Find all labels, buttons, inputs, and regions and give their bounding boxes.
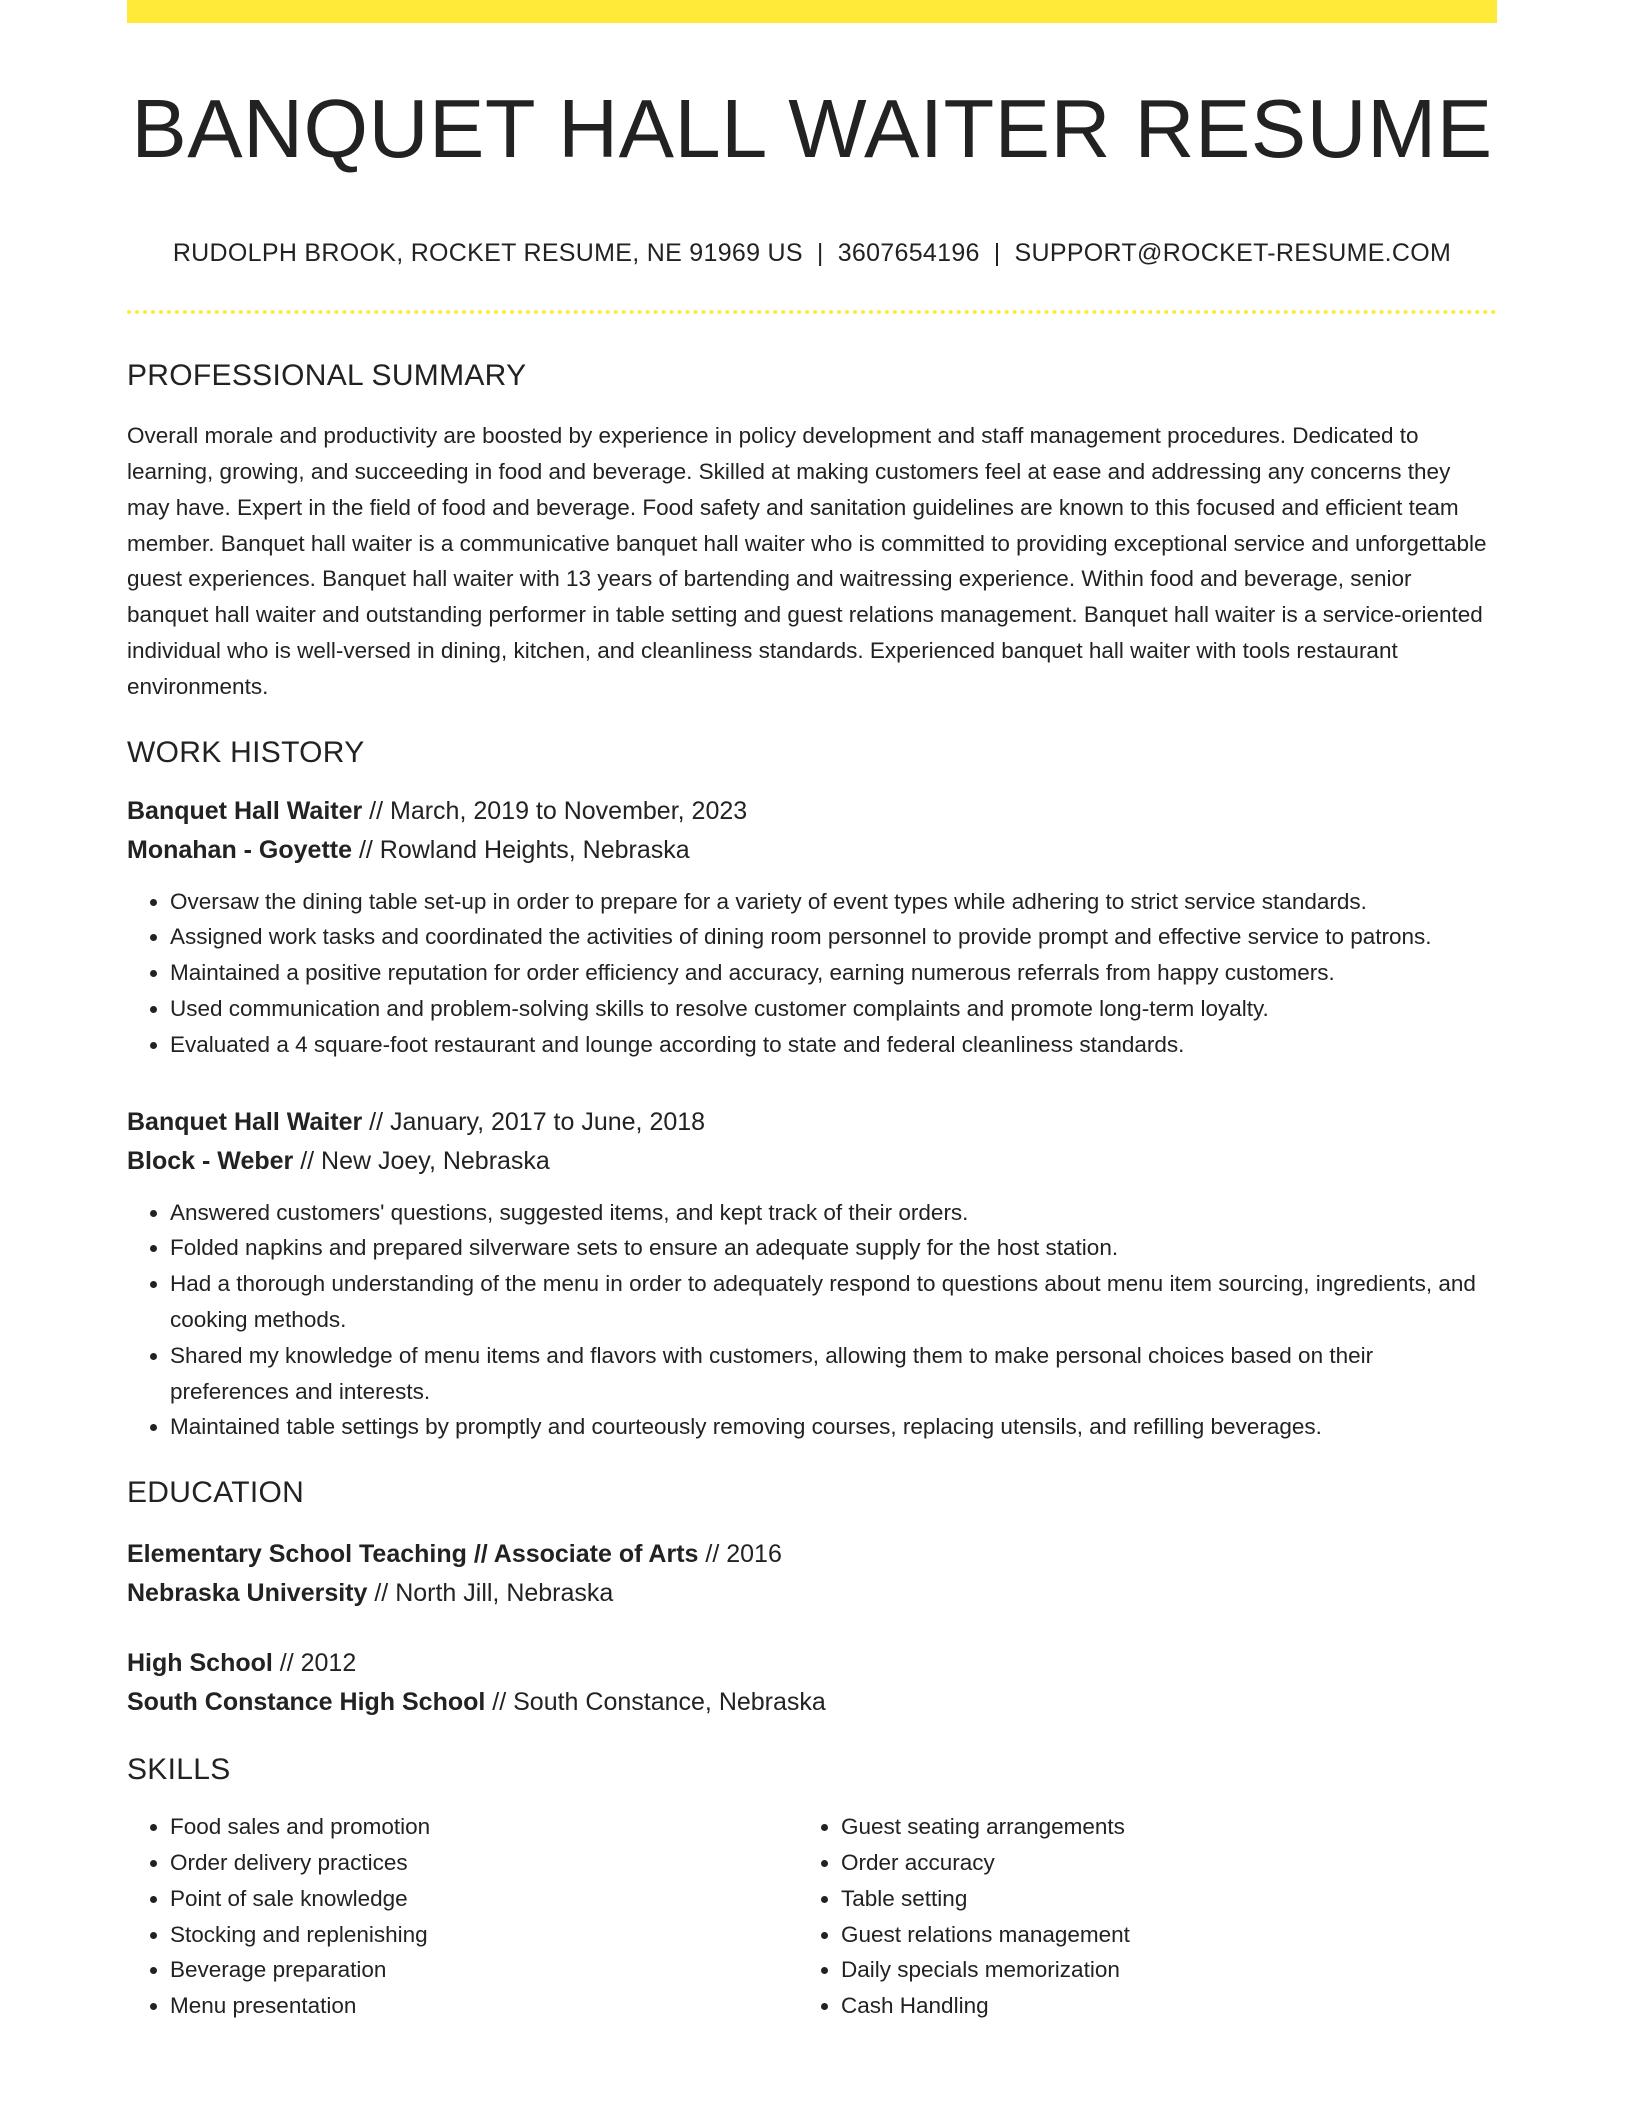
education-location: // South Constance, Nebraska xyxy=(485,1688,826,1717)
contact-address: RUDOLPH BROOK, ROCKET RESUME, NE 91969 US xyxy=(172,239,803,268)
contact-phone: 3607654196 xyxy=(837,239,980,268)
skills-heading: SKILLS xyxy=(127,1753,231,1787)
job-location: // New Joey, Nebraska xyxy=(293,1146,550,1175)
job-bullets xyxy=(127,884,1497,1063)
contact-email: SUPPORT@ROCKET-RESUME.COM xyxy=(1014,239,1452,268)
dotted-divider xyxy=(127,310,1497,314)
skill-item: • Stocking and replenishing xyxy=(170,1917,798,1953)
job-company-line xyxy=(127,831,1497,870)
skill-item: • Cash Handling xyxy=(841,1988,1481,2024)
job-title: Banquet Hall Waiter xyxy=(127,796,363,825)
skills-columns xyxy=(127,1809,1497,2024)
skill-item: • Daily specials memorization xyxy=(841,1952,1481,1988)
job-dates: // January, 2017 to June, 2018 xyxy=(362,1107,706,1136)
work-history-heading: WORK HISTORY xyxy=(127,735,365,769)
skill-item: • Order accuracy xyxy=(841,1845,1481,1881)
education-year: // 2016 xyxy=(698,1540,782,1569)
education-school: South Constance High School xyxy=(127,1688,486,1717)
job-company: Block - Weber xyxy=(127,1146,294,1175)
job-title-line xyxy=(127,1103,1497,1142)
skill-item: • Beverage preparation xyxy=(170,1952,798,1988)
skills-list-left xyxy=(127,1809,798,2024)
contact-line xyxy=(127,238,1497,268)
education-entry xyxy=(127,1535,1497,1613)
list-item: • Evaluated a 4 square-foot restaurant and lounge according to state and federal cleanliness standards. xyxy=(170,1027,1497,1063)
job-entry xyxy=(127,792,1497,1063)
job-bullets xyxy=(127,1195,1497,1446)
list-item: • Assigned work tasks and coordinated the activities of dining room personnel to provide prompt and effective service to patrons. xyxy=(170,919,1497,955)
skill-item: • Food sales and promotion xyxy=(170,1809,798,1845)
job-title-line xyxy=(127,792,1497,831)
list-item: • Used communication and problem-solving skills to resolve customer complaints and promote long-term loyalty. xyxy=(170,991,1497,1027)
contact-separator: | xyxy=(816,239,824,268)
education-location: // North Jill, Nebraska xyxy=(367,1579,614,1608)
summary-text: Overall morale and productivity are boosted by experience in policy development and staff management procedures. Dedicated to learning, growing, and succeeding in food and beverage. Skilled at making customers feel at ease and addressing any concerns they may have. Expert in the field of food and beverage. Food safety and sanitation guidelines are known to this focused and efficient team member. Banquet hall waiter is a communicative banquet hall waiter who is committed to providing exceptional service and unforgettable guest experiences. Banquet hall waiter with 13 years of bartending and waitressing experience. Within food and beverage, senior banquet hall waiter and outstanding performer in table setting and guest relations management. Banquet hall waiter is a service-oriented individual who is well-versed in dining, kitchen, and cleanliness standards. Experienced banquet hall waiter with tools restaurant environments. xyxy=(127,423,1487,699)
skill-item: • Guest seating arrangements xyxy=(841,1809,1481,1845)
list-item: • Folded napkins and prepared silverware sets to ensure an adequate supply for the host station. xyxy=(170,1230,1497,1266)
job-title: Banquet Hall Waiter xyxy=(127,1107,363,1136)
education-year: // 2012 xyxy=(272,1649,357,1678)
list-item: • Answered customers' questions, suggested items, and kept track of their orders. xyxy=(170,1195,1497,1231)
resume-title: BANQUET HALL WAITER RESUME xyxy=(131,82,1493,175)
education-degree-line xyxy=(127,1644,1497,1683)
top-accent-bar xyxy=(127,0,1497,23)
contact-separator: | xyxy=(993,239,1001,268)
education-school: Nebraska University xyxy=(127,1579,368,1608)
resume-page xyxy=(127,0,1497,2024)
summary-heading: PROFESSIONAL SUMMARY xyxy=(127,359,527,393)
skill-item: • Guest relations management xyxy=(841,1917,1481,1953)
skill-item: • Menu presentation xyxy=(170,1988,798,2024)
education-degree-line xyxy=(127,1535,1497,1574)
job-location: // Rowland Heights, Nebraska xyxy=(352,835,690,864)
skill-item: • Point of sale knowledge xyxy=(170,1881,798,1917)
list-item: • Maintained a positive reputation for order efficiency and accuracy, earning numerous referrals from happy customers. xyxy=(170,955,1497,991)
list-item: • Maintained table settings by promptly and courteously removing courses, replacing utensils, and refilling beverages. xyxy=(170,1409,1497,1445)
job-company: Monahan - Goyette xyxy=(127,835,353,864)
skill-item: • Table setting xyxy=(841,1881,1481,1917)
education-degree: Elementary School Teaching // Associate of Arts xyxy=(127,1540,699,1569)
skill-item: • Order delivery practices xyxy=(170,1845,798,1881)
education-heading: EDUCATION xyxy=(127,1476,305,1510)
skills-list-right xyxy=(798,1809,1481,2024)
list-item: • Shared my knowledge of menu items and flavors with customers, allowing them to make personal choices based on their preferences and interests. xyxy=(170,1338,1497,1410)
job-company-line xyxy=(127,1142,1497,1181)
job-dates: // March, 2019 to November, 2023 xyxy=(362,796,748,825)
education-entry xyxy=(127,1644,1497,1722)
education-school-line xyxy=(127,1683,1497,1722)
job-entry xyxy=(127,1103,1497,1446)
education-degree: High School xyxy=(127,1649,273,1678)
list-item: • Oversaw the dining table set-up in order to prepare for a variety of event types while adhering to strict service standards. xyxy=(170,884,1497,920)
education-school-line xyxy=(127,1574,1497,1613)
list-item: • Had a thorough understanding of the menu in order to adequately respond to questions about menu item sourcing, ingredients, and cooking methods. xyxy=(170,1266,1497,1338)
